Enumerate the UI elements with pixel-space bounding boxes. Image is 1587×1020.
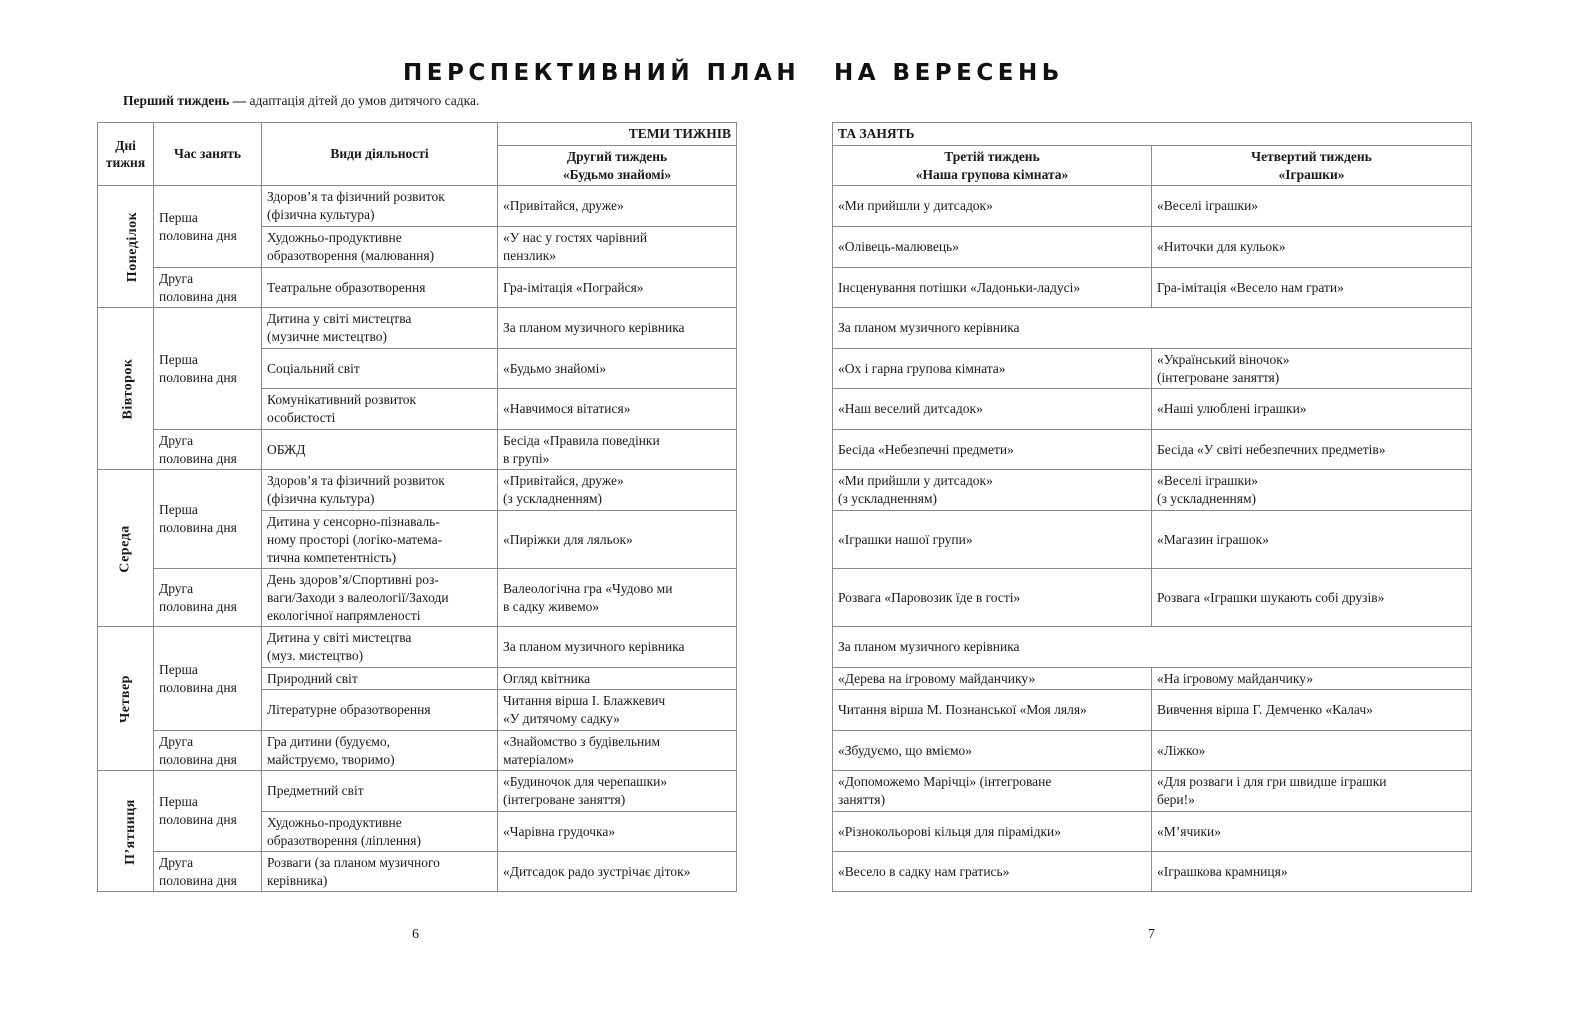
week4-cell: «Веселі іграшки» (з ускладненням) xyxy=(1152,470,1472,511)
week3-cell: Читання вірша М. Познанської «Моя ляля» xyxy=(833,690,1152,731)
week3-cell: «Допоможемо Марічці» (інтегроване заняття) xyxy=(833,771,1152,812)
week2-cell: «Дитсадок радо зустрічає діток» xyxy=(498,852,737,892)
week2-cell: За планом музичного керівника xyxy=(498,308,737,349)
week2-cell: За планом музичного керівника xyxy=(498,627,737,668)
week3-cell: «Різнокольорові кільця для пірамідки» xyxy=(833,812,1152,852)
week4-cell: Гра-імітація «Весело нам грати» xyxy=(1152,268,1472,308)
table-row xyxy=(98,771,737,812)
week2-cell: «Привітайся, друже» xyxy=(498,186,737,227)
table-row xyxy=(833,812,1472,852)
week3-cell: «Наш веселий дитсадок» xyxy=(833,389,1152,430)
week4-cell: «На ігровому майданчику» xyxy=(1152,668,1472,690)
day-cell-thursday xyxy=(98,627,154,771)
day-label: П’ятниця xyxy=(122,798,138,865)
table-row xyxy=(833,852,1472,892)
day-label: Вівторок xyxy=(120,358,136,420)
week2-cell: «Пиріжки для ляльок» xyxy=(498,511,737,569)
header-week4: Четвертий тиждень «Іграшки» xyxy=(1152,146,1472,186)
week2-cell: «У нас у гостях чарівний пензлик» xyxy=(498,227,737,268)
first-week-note xyxy=(123,93,479,109)
activity-cell: Здоров’я та фізичний розвиток (фізична культура) xyxy=(262,470,498,511)
week2-cell: «Будьмо знайомі» xyxy=(498,349,737,389)
merged-week34-cell: За планом музичного керівника xyxy=(833,627,1472,668)
activity-cell: Дитина у світі мистецтва (музичне мистецтво) xyxy=(262,308,498,349)
table-row xyxy=(833,690,1472,731)
week4-cell: Розвага «Іграшки шукають собі друзів» xyxy=(1152,569,1472,627)
week2-cell: «Чарівна грудочка» xyxy=(498,812,737,852)
header-row-1 xyxy=(98,123,737,146)
table-row xyxy=(833,186,1472,227)
time-second-half: Друга половина дня xyxy=(154,852,262,892)
activity-cell: Дитина у сенсорно-пізнаваль- ному просторі (логіко-матема- тична компетентність) xyxy=(262,511,498,569)
first-week-label: Перший тиждень — xyxy=(123,93,247,108)
table-row xyxy=(833,389,1472,430)
day-label: Середа xyxy=(117,524,133,573)
table-row xyxy=(833,668,1472,690)
time-second-half: Друга половина дня xyxy=(154,569,262,627)
week3-cell: «Іграшки нашої групи» xyxy=(833,511,1152,569)
table-row xyxy=(98,268,737,308)
week2-cell: Читання вірша І. Блажкевич «У дитячому садку» xyxy=(498,690,737,731)
week3-cell: Інсценування потішки «Ладоньки-ладусі» xyxy=(833,268,1152,308)
table-row xyxy=(98,470,737,511)
table-row xyxy=(98,852,737,892)
week2-cell: Валеологічна гра «Чудово ми в садку живемо» xyxy=(498,569,737,627)
week2-cell: «Навчимося вітатися» xyxy=(498,389,737,430)
activity-cell: Літературне образотворення xyxy=(262,690,498,731)
page-title-left: ПЕРСПЕКТИВНИЙ ПЛАН xyxy=(403,60,801,86)
header-row-2 xyxy=(833,146,1472,186)
table-row xyxy=(98,731,737,771)
activity-cell: Соціальний світ xyxy=(262,349,498,389)
header-themes: ТЕМИ ТИЖНІВ xyxy=(498,123,737,146)
merged-week34-cell: За планом музичного керівника xyxy=(833,308,1472,349)
activity-cell: Розваги (за планом музичного керівника) xyxy=(262,852,498,892)
day-cell-friday xyxy=(98,771,154,892)
time-first-half: Перша половина дня xyxy=(154,627,262,731)
week4-cell: «Магазин іграшок» xyxy=(1152,511,1472,569)
table-row xyxy=(833,731,1472,771)
week2-cell: «Привітайся, друже» (з ускладненням) xyxy=(498,470,737,511)
week3-cell: «Збудуємо, що вміємо» xyxy=(833,731,1152,771)
week4-cell: «Ниточки для кульок» xyxy=(1152,227,1472,268)
table-row xyxy=(833,430,1472,470)
table-row xyxy=(98,186,737,227)
time-first-half: Перша половина дня xyxy=(154,308,262,430)
page-number-left: 6 xyxy=(412,927,419,942)
plan-table-left xyxy=(97,122,737,892)
week4-cell: «Наші улюблені іграшки» xyxy=(1152,389,1472,430)
table-row xyxy=(833,470,1472,511)
week4-cell: Вивчення вірша Г. Демченко «Калач» xyxy=(1152,690,1472,731)
day-cell-tuesday xyxy=(98,308,154,470)
day-cell-wednesday xyxy=(98,470,154,627)
activity-cell: Здоров’я та фізичний розвиток (фізична культура) xyxy=(262,186,498,227)
week4-cell: «Ліжко» xyxy=(1152,731,1472,771)
time-first-half: Перша половина дня xyxy=(154,470,262,569)
activity-cell: День здоров’я/Спортивні роз- ваги/Заходи з валеології/Заходи екологічної напрямленості xyxy=(262,569,498,627)
activity-cell: Предметний світ xyxy=(262,771,498,812)
plan-table-right xyxy=(832,122,1472,892)
header-themes-cont: ТА ЗАНЯТЬ xyxy=(833,123,1472,146)
activity-cell: Гра дитини (будуємо, майструємо, творимо) xyxy=(262,731,498,771)
header-activities: Види діяльності xyxy=(262,123,498,186)
week4-cell: «М’ячики» xyxy=(1152,812,1472,852)
table-row xyxy=(833,511,1472,569)
activity-cell: Художньо-продуктивне образотворення (ліплення) xyxy=(262,812,498,852)
table-row xyxy=(98,430,737,470)
time-first-half: Перша половина дня xyxy=(154,771,262,852)
week3-cell: «Весело в садку нам гратись» xyxy=(833,852,1152,892)
week3-cell: Розвага «Паровозик їде в гості» xyxy=(833,569,1152,627)
week2-cell: Огляд квітника xyxy=(498,668,737,690)
header-row-1 xyxy=(833,123,1472,146)
page-title-right: НА ВЕРЕСЕНЬ xyxy=(834,60,1064,86)
table-row xyxy=(833,308,1472,349)
table-row xyxy=(833,268,1472,308)
activity-cell: Природний світ xyxy=(262,668,498,690)
day-label: Четвер xyxy=(117,675,133,723)
week3-cell: «Дерева на ігровому майданчику» xyxy=(833,668,1152,690)
activity-cell: Театральне образотворення xyxy=(262,268,498,308)
table-row xyxy=(833,627,1472,668)
header-week2: Другий тиждень «Будьмо знайомі» xyxy=(498,146,737,186)
first-week-text: адаптація дітей до умов дитячого садка. xyxy=(246,93,480,108)
week3-cell: «Ми прийшли у дитсадок» xyxy=(833,186,1152,227)
week4-cell: Бесіда «У світі небезпечних предметів» xyxy=(1152,430,1472,470)
week3-cell: «Олівець-малювець» xyxy=(833,227,1152,268)
activity-cell: ОБЖД xyxy=(262,430,498,470)
week4-cell: «Для розваги і для гри швидше іграшки бери!» xyxy=(1152,771,1472,812)
activity-cell: Художньо-продуктивне образотворення (малювання) xyxy=(262,227,498,268)
week2-cell: Бесіда «Правила поведінки в групі» xyxy=(498,430,737,470)
page-number-right: 7 xyxy=(1148,927,1155,942)
time-second-half: Друга половина дня xyxy=(154,268,262,308)
table-row xyxy=(98,308,737,349)
week3-cell: «Ми прийшли у дитсадок» (з ускладненням) xyxy=(833,470,1152,511)
week3-cell: Бесіда «Небезпечні предмети» xyxy=(833,430,1152,470)
table-row xyxy=(833,227,1472,268)
table-row xyxy=(833,569,1472,627)
header-time: Час занять xyxy=(154,123,262,186)
week4-cell: «Іграшкова крамниця» xyxy=(1152,852,1472,892)
week2-cell: Гра-імітація «Пограйся» xyxy=(498,268,737,308)
time-first-half: Перша половина дня xyxy=(154,186,262,268)
table-row xyxy=(98,627,737,668)
week2-cell: «Знайомство з будівельним матеріалом» xyxy=(498,731,737,771)
time-second-half: Друга половина дня xyxy=(154,430,262,470)
week3-cell: «Ох і гарна групова кімната» xyxy=(833,349,1152,389)
table-row xyxy=(833,771,1472,812)
week4-cell: «Веселі іграшки» xyxy=(1152,186,1472,227)
day-cell-monday xyxy=(98,186,154,308)
day-label: Понеділок xyxy=(125,211,141,283)
table-row xyxy=(98,569,737,627)
week2-cell: «Будиночок для черепашки» (інтегроване заняття) xyxy=(498,771,737,812)
week4-cell: «Український віночок» (інтегроване заняття) xyxy=(1152,349,1472,389)
activity-cell: Комунікативний розвиток особистості xyxy=(262,389,498,430)
header-week3: Третій тиждень «Наша групова кімната» xyxy=(833,146,1152,186)
table-row xyxy=(833,349,1472,389)
time-second-half: Друга половина дня xyxy=(154,731,262,771)
header-days: Дні тижня xyxy=(98,123,154,186)
activity-cell: Дитина у світі мистецтва (муз. мистецтво) xyxy=(262,627,498,668)
